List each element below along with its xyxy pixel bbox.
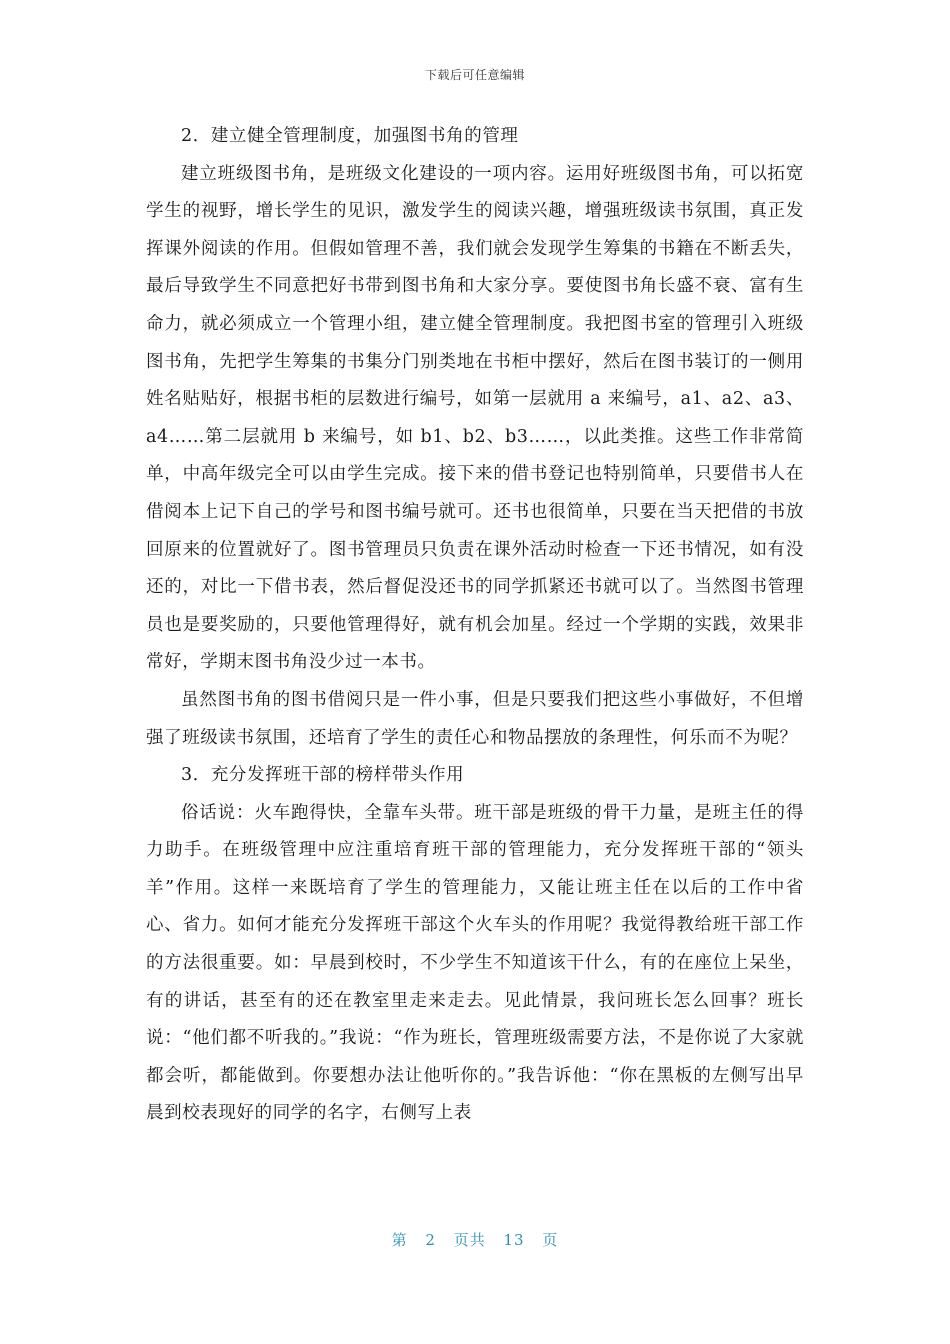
body-paragraph: 建立班级图书角，是班级文化建设的一项内容。运用好班级图书角，可以拓宽学生的视野，增长学生的见识，激发学生的阅读兴趣，增强班级读书氛围，真正发挥课外阅读的作用。但假如管理不善，我们就会发现学生筹集的书籍在不断丢失，最后导致学生不同意把好书带到图书角和大家分享。要使图书角长盛不衰、富有生命力，就必须成立一个管理小组，建立健全管理制度。我把图书室的管理引入班级图书角，先把学生筹集的书集分门别类地在书柜中摆好，然后在图书装订的一侧用姓名贴贴好，根据书柜的层数进行编号，如第一层就用 a 来编号，a1、a2、a3、a4……第二层就用 b 来编号，如 b1、b2、b3……，以此类推。这些工作非常简单，中高年级完全可以由学生完成。接下来的借书登记也特别简单，只要借书人在借阅本上记下自己的学号和图书编号就可。还书也很简单，只要在当天把借的书放回原来的位置就好了。图书管理员只负责在课外活动时检查一下还书情况，如有没还的，对比一下借书表，然后督促没还书的同学抓紧还书就可以了。当然图书管理员也是要奖励的，只要他管理得好，就有机会加星。经过一个学期的实践，效果非常好，学期末图书角没少过一本书。 <box>146 163 804 673</box>
body-paragraph: 虽然图书角的图书借阅只是一件小事，但是只要我们把这些小事做好，不但增强了班级读书氛围，还培育了学生的责任心和物品摆放的条理性，何乐而不为呢？ <box>146 689 804 748</box>
page-number-footer <box>0 1229 950 1250</box>
page-header-note: 下载后可任意编辑 <box>424 68 525 82</box>
page-suffix: 页 <box>542 1231 559 1249</box>
page-middle: 页共 <box>453 1231 486 1249</box>
document-body <box>146 118 804 1133</box>
section-heading: 3．充分发挥班干部的榜样带头作用 <box>181 765 465 786</box>
page-label: 第 <box>391 1231 408 1249</box>
body-paragraph: 俗话说：火车跑得快，全靠车头带。班干部是班级的骨干力量，是班主任的得力助手。在班级管理中应注重培育班干部的管理能力，充分发挥班干部的“领头羊”作用。这样一来既培育了学生的管理能力，又能让班主任在以后的工作中省心、省力。如何才能充分发挥班干部这个火车头的作用呢？我觉得教给班干部工作的方法很重要。如：早晨到校时，不少学生不知道该干什么，有的在座位上呆坐，有的讲话，甚至有的还在教室里走来走去。见此情景，我问班长怎么回事？班长说：“他们都不听我的。”我说：“作为班长，管理班级需要方法，不是你说了大家就都会听，都能做到。你要想办法让他听你的。”我告诉他：“你在黑板的左侧写出早晨到校表现好的同学的名字，右侧写上表 <box>146 802 804 1124</box>
page-current: 2 <box>425 1231 436 1249</box>
section-heading: 2．建立健全管理制度，加强图书角的管理 <box>181 126 519 146</box>
page-total: 13 <box>503 1231 525 1249</box>
